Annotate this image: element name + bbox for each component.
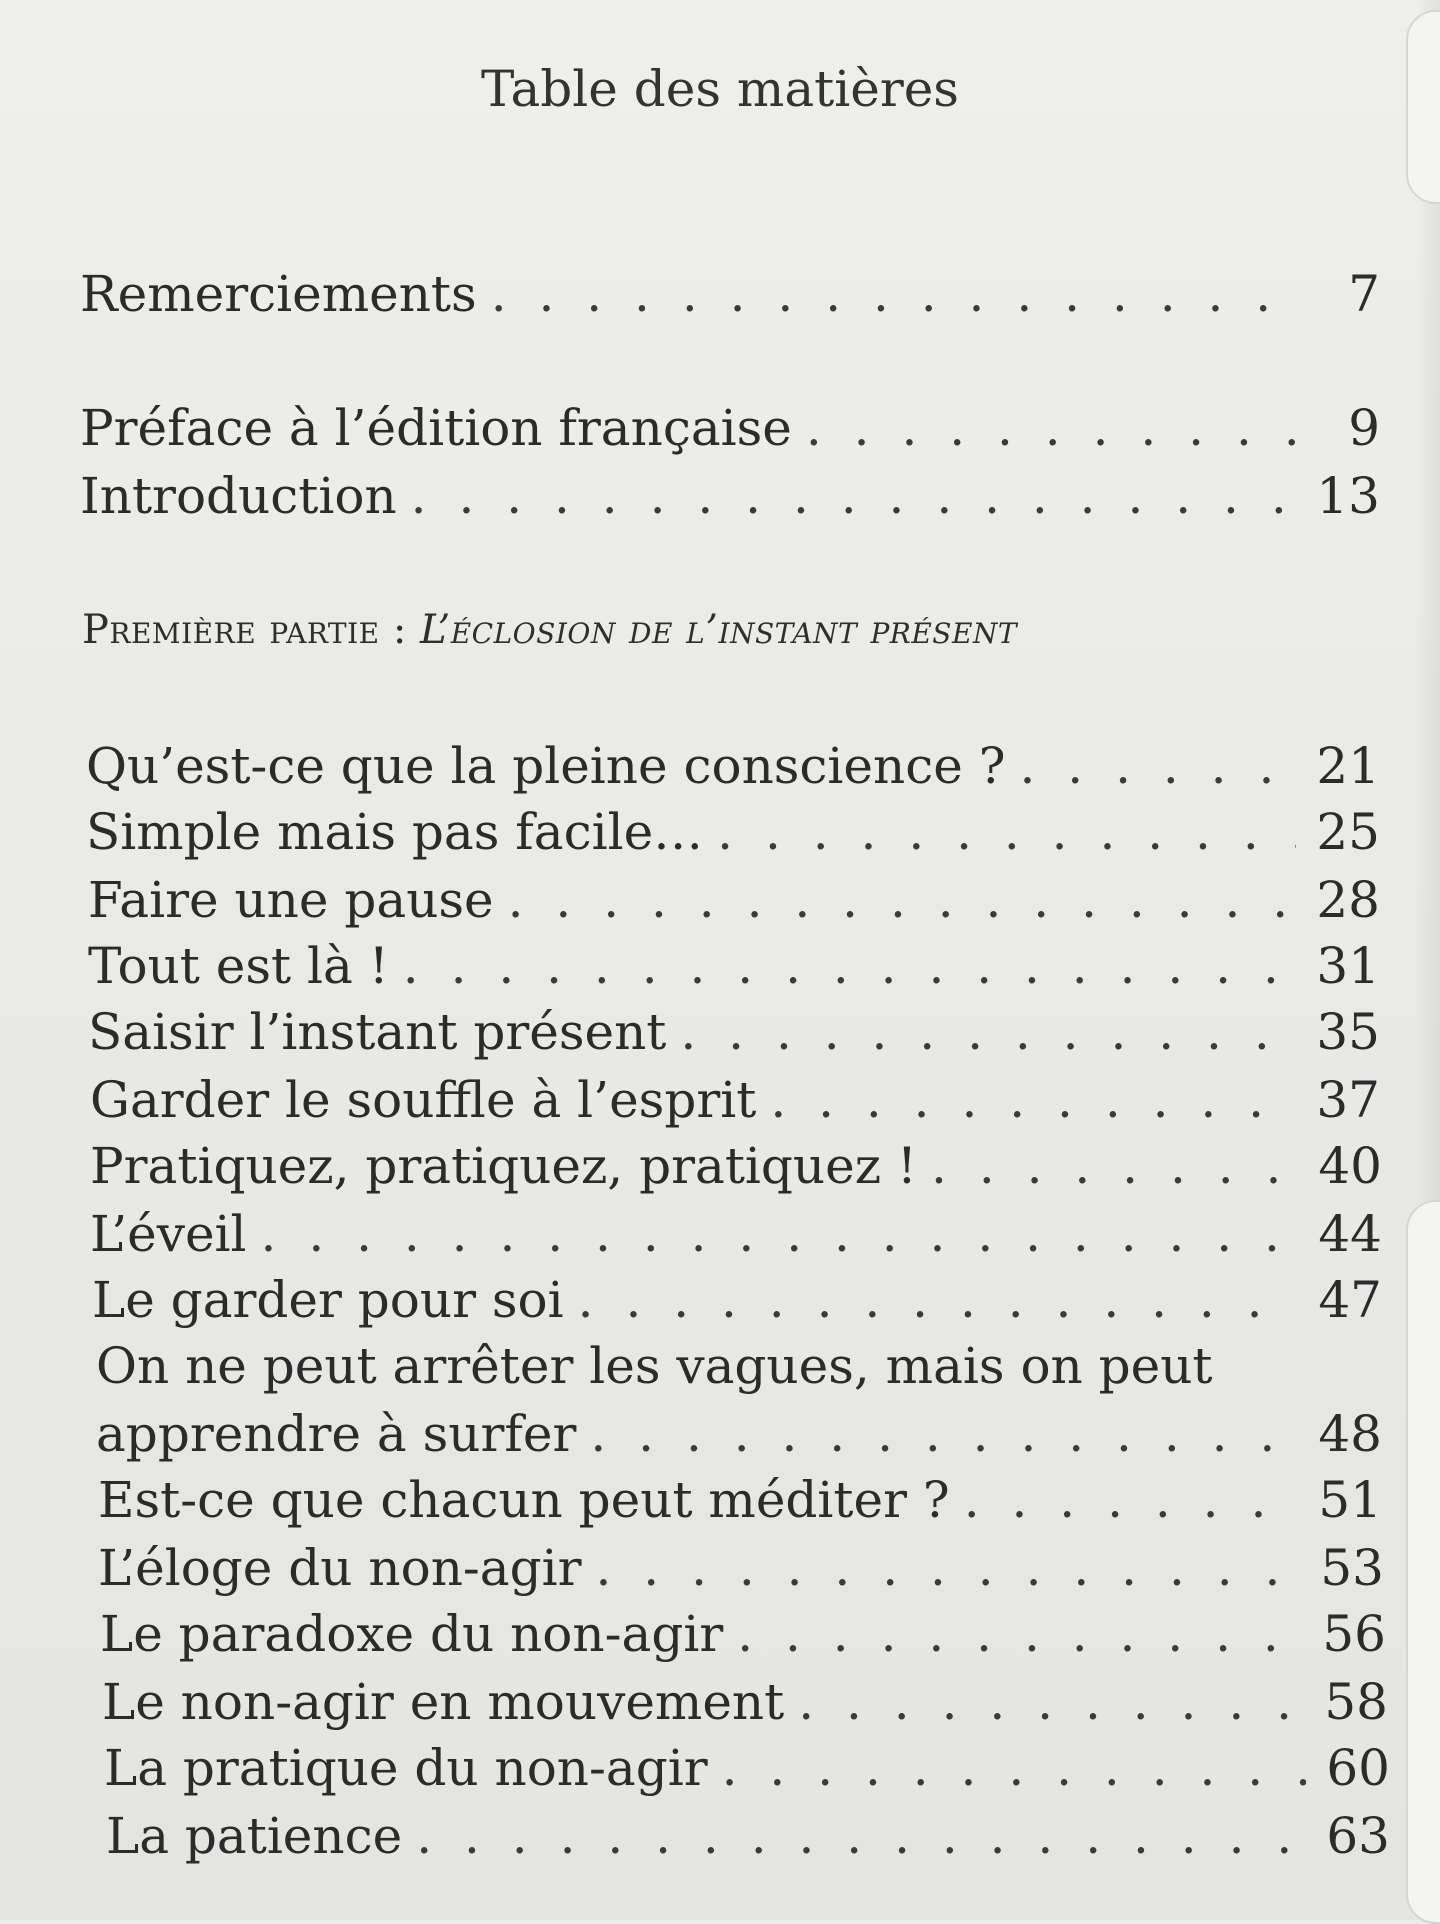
toc-entry-remerciements	[80, 264, 1380, 324]
toc-entry-label: Qu’est-ce que la pleine conscience ?	[86, 737, 1006, 795]
toc-entry-label: Est-ce que chacun peut méditer ?	[98, 1471, 950, 1529]
part-heading	[82, 605, 1017, 655]
toc-entry-label: Faire une pause	[88, 871, 494, 929]
toc-entry-chapter	[90, 1070, 1380, 1130]
leader-dots	[403, 936, 1296, 996]
toc-entry-page: 56	[1322, 1605, 1386, 1663]
leader-dots	[806, 398, 1296, 458]
toc-entry-chapter	[96, 1404, 1382, 1464]
toc-entry-label: La pratique du non-agir	[104, 1739, 708, 1797]
toc-entry-label: Le paradoxe du non-agir	[100, 1605, 724, 1663]
page-title: Table des matières	[481, 60, 959, 118]
toc-entry-chapter	[90, 1136, 1382, 1196]
toc-entry-page: 25	[1316, 803, 1380, 861]
toc-entry-label: Préface à l’édition française	[80, 399, 792, 457]
toc-entry-chapter	[92, 1270, 1382, 1330]
toc-entry-label: La patience	[106, 1807, 403, 1865]
toc-entry-page: 47	[1318, 1271, 1382, 1329]
toc-entry-page: 13	[1316, 467, 1380, 525]
toc-entry-chapter	[90, 1204, 1382, 1264]
toc-entry-label: Le garder pour soi	[92, 1271, 564, 1329]
leader-dots	[590, 1404, 1298, 1464]
leader-dots	[798, 1672, 1304, 1732]
toc-entry-chapter	[88, 870, 1380, 930]
leader-dots	[1020, 736, 1296, 796]
toc-entry-label: apprendre à surfer	[96, 1405, 577, 1463]
toc-entry-chapter	[100, 1604, 1386, 1664]
toc-entry-page: 51	[1318, 1471, 1382, 1529]
toc-entry-page: 48	[1318, 1405, 1382, 1463]
toc-entry-page: 37	[1316, 1071, 1380, 1129]
toc-entry-label: Pratiquez, pratiquez, pratiquez !	[90, 1137, 918, 1195]
toc-entry-page: 21	[1316, 737, 1380, 795]
toc-entry-chapter	[102, 1672, 1388, 1732]
toc-entry-chapter	[98, 1538, 1384, 1598]
leader-dots	[722, 1738, 1306, 1798]
toc-entry-page: 9	[1348, 399, 1380, 457]
page-tab-bottom	[1406, 1200, 1440, 1924]
toc-entry-page: 53	[1320, 1539, 1384, 1597]
leader-dots	[931, 1136, 1298, 1196]
toc-entry-chapter	[88, 1002, 1380, 1062]
leader-dots	[578, 1270, 1298, 1330]
leader-dots	[491, 264, 1296, 324]
toc-entry-chapter	[88, 936, 1380, 996]
toc-entry-page: 44	[1318, 1205, 1382, 1263]
toc-entry-page: 31	[1316, 937, 1380, 995]
toc-entry-label: L’éveil	[90, 1205, 247, 1263]
leader-dots	[680, 1002, 1296, 1062]
leader-dots	[737, 1604, 1302, 1664]
toc-entry-page: 63	[1326, 1807, 1390, 1865]
toc-entry-label: Tout est là !	[88, 937, 389, 995]
toc-entry-page: 40	[1318, 1137, 1382, 1195]
leader-dots	[261, 1204, 1298, 1264]
leader-dots	[717, 802, 1296, 862]
toc-entry-page: 35	[1316, 1003, 1380, 1061]
toc-entry-introduction	[80, 466, 1380, 526]
toc-entry-label: Simple mais pas facile…	[86, 803, 704, 861]
part-subtitle: L’éclosion de l’instant présent	[420, 607, 1018, 653]
part-prefix: Première partie :	[82, 607, 421, 653]
toc-entry-chapter	[106, 1806, 1390, 1866]
toc-entry-chapter	[86, 736, 1380, 796]
toc-entry-chapter	[86, 802, 1380, 862]
leader-dots	[770, 1070, 1296, 1130]
leader-dots	[508, 870, 1296, 930]
toc-entry-page: 58	[1324, 1673, 1388, 1731]
leader-dots	[596, 1538, 1301, 1598]
toc-entry-label-line1: On ne peut arrêter les vagues, mais on peut	[96, 1337, 1213, 1395]
toc-entry-label: L’éloge du non-agir	[98, 1539, 582, 1597]
toc-entry-label: Garder le souffle à l’esprit	[90, 1071, 757, 1129]
toc-entry-chapter	[98, 1470, 1382, 1530]
toc-entry-label: Introduction	[80, 467, 397, 525]
toc-entry-chapter	[104, 1738, 1390, 1798]
leader-dots	[416, 1806, 1306, 1866]
toc-entry-page: 60	[1326, 1739, 1390, 1797]
toc-entry-page: 7	[1348, 265, 1380, 323]
toc-entry-preface	[80, 398, 1380, 458]
toc-entry-label: Remerciements	[80, 265, 477, 323]
toc-entry-label: Le non-agir en mouvement	[102, 1673, 785, 1731]
leader-dots	[964, 1470, 1298, 1530]
leader-dots	[411, 466, 1296, 526]
toc-entry-page: 28	[1316, 871, 1380, 929]
toc-entry-label: Saisir l’instant présent	[88, 1003, 667, 1061]
